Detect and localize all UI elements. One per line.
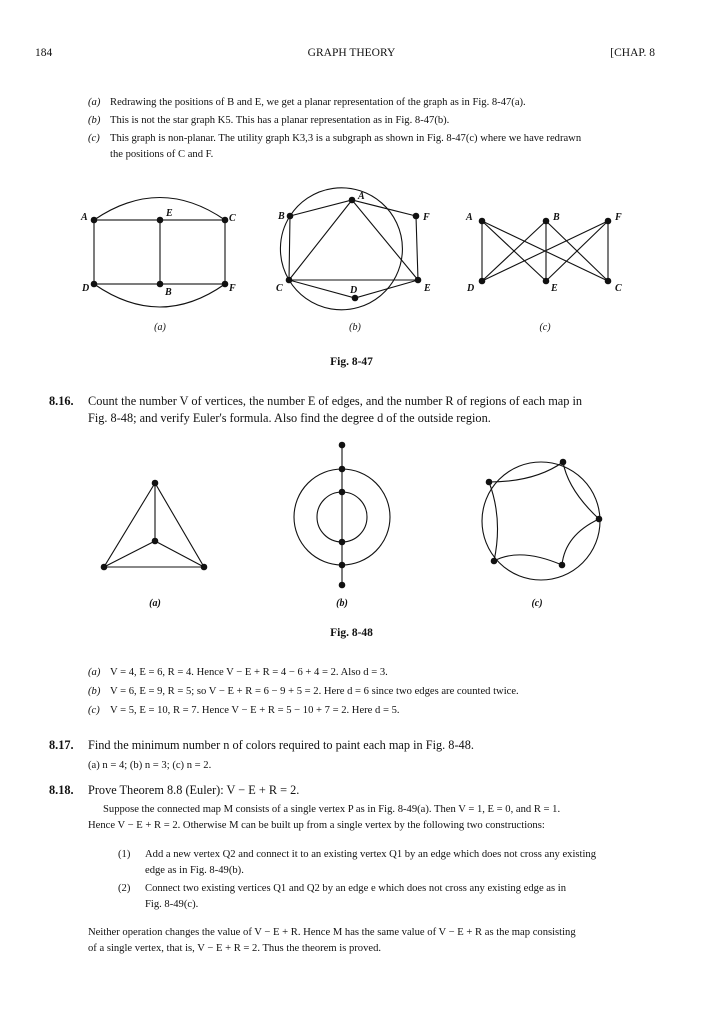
vertex-label: F [423, 212, 430, 223]
problem-817-text: Find the minimum number n of colors required to paint each map in Fig. 8-48. [88, 738, 474, 752]
figure-8-48 [0, 435, 703, 610]
proof-item-2-cont: Fig. 8-49(c). [145, 899, 199, 910]
answer-label: (a) [88, 667, 101, 678]
running-title: GRAPH THEORY [307, 47, 396, 59]
vertex-label: C [229, 213, 236, 224]
answer-text: This is not the star graph K5. This has a planar representation as in Fig. 8-47(b). [110, 115, 450, 126]
figure-caption-8-48: Fig. 8-48 [330, 627, 373, 639]
item-label: (1) [118, 849, 131, 860]
vertex-label: D [82, 283, 90, 294]
proof-para2-line1: Neither operation changes the value of V − E + R. Hence M has the same value of V − E + R as the map consisting [88, 927, 576, 938]
proof-para1-line2: Hence V − E + R = 2. Otherwise M can be built up from a single vertex by the following two constructions: [88, 820, 545, 831]
problem-817-answer: (a) n = 4; (b) n = 3; (c) n = 2. [88, 760, 212, 771]
fig-848a-graph [104, 483, 204, 567]
subfig-label: (b) [336, 598, 348, 609]
problem-818-text: Prove Theorem 8.8 (Euler): V − E + R = 2. [88, 783, 300, 797]
item-text: Add a new vertex Q2 and connect it to an existing vertex Q1 by an edge which does not cross any existing [145, 849, 596, 860]
proof-item-1-cont: edge as in Fig. 8-49(b). [145, 865, 244, 876]
page-number: 184 [35, 47, 53, 59]
proof-para2-line2: of a single vertex, that is, V − E + R = 2. Thus the theorem is proved. [88, 943, 382, 954]
problem-816-line1: Count the number V of vertices, the number E of edges, and the number R of regions of each map in [88, 394, 583, 408]
subfig-label: (b) [349, 322, 361, 333]
vertex-label: F [229, 283, 236, 294]
figure-8-47 [0, 180, 703, 370]
answer-label: (c) [88, 705, 100, 716]
answer-816-a [88, 665, 388, 680]
answer-815-b [88, 113, 449, 128]
subfig-label: (a) [149, 598, 161, 609]
item-label: (2) [118, 883, 131, 894]
vertex-label: C [276, 283, 283, 294]
proof-para1-line1: Suppose the connected map M consists of a single vertex P as in Fig. 8-49(a). Then V = 1, E = 0, and R = 1. [103, 804, 561, 815]
problem-816-number: 8.16. [49, 394, 74, 408]
answer-816-b [88, 684, 519, 699]
vertex-label: B [278, 211, 285, 222]
chapter-label: [CHAP. 8 [610, 47, 655, 59]
vertex-label: F [615, 212, 622, 223]
answer-text: V = 5, E = 10, R = 7. Hence V − E + R = 5 − 10 + 7 = 2. Here d = 5. [110, 705, 400, 716]
problem-816-line2: Fig. 8-48; and verify Euler's formula. Also find the degree d of the outside region. [88, 411, 491, 425]
answer-815-c [88, 131, 581, 146]
vertex-label: E [424, 283, 431, 294]
vertex-label: E [551, 283, 558, 294]
subfig-label: (c) [531, 598, 543, 609]
answer-label: (a) [88, 97, 101, 108]
answer-815-a [88, 95, 526, 110]
proof-item-2 [118, 881, 566, 896]
answer-label: (b) [88, 686, 101, 697]
answer-816-c [88, 703, 400, 718]
answer-text: V = 4, E = 6, R = 4. Hence V − E + R = 4 − 6 + 4 = 2. Also d = 3. [110, 667, 388, 678]
vertex-label: A [466, 212, 473, 223]
answer-label: (b) [88, 115, 101, 126]
vertex-label: E [166, 208, 173, 219]
proof-item-1 [118, 847, 596, 862]
vertex-label: A [358, 191, 365, 202]
fig-847a-graph [94, 198, 225, 308]
vertex-label: D [467, 283, 475, 294]
vertex-label: B [165, 287, 172, 298]
vertex-label: C [615, 283, 622, 294]
fig-847c-graph [482, 221, 608, 281]
item-text: Connect two existing vertices Q1 and Q2 by an edge e which does not cross any existing edge as in [145, 883, 567, 894]
problem-818-number: 8.18. [49, 783, 74, 797]
problem-817-number: 8.17. [49, 738, 74, 752]
answer-label: (c) [88, 133, 100, 144]
vertex-label: B [553, 212, 560, 223]
answer-text: Redrawing the positions of B and E, we get a planar representation of the graph as in Fig. 8-47(a). [110, 97, 526, 108]
subfig-label: (a) [154, 322, 166, 333]
vertex-label: A [81, 212, 88, 223]
fig-848c-graph [482, 462, 600, 580]
vertex-label: D [350, 285, 358, 296]
figure-caption-8-47: Fig. 8-47 [330, 356, 373, 368]
answer-815-c-cont: the positions of C and F. [110, 149, 214, 160]
subfig-label: (c) [539, 322, 551, 333]
answer-text: V = 6, E = 9, R = 5; so V − E + R = 6 − 9 + 5 = 2. Here d = 6 since two edges are counted twice. [110, 686, 519, 697]
answer-text: This graph is non-planar. The utility graph K3,3 is a subgraph as shown in Fig. 8-47(c) where we have redrawn [110, 133, 582, 144]
